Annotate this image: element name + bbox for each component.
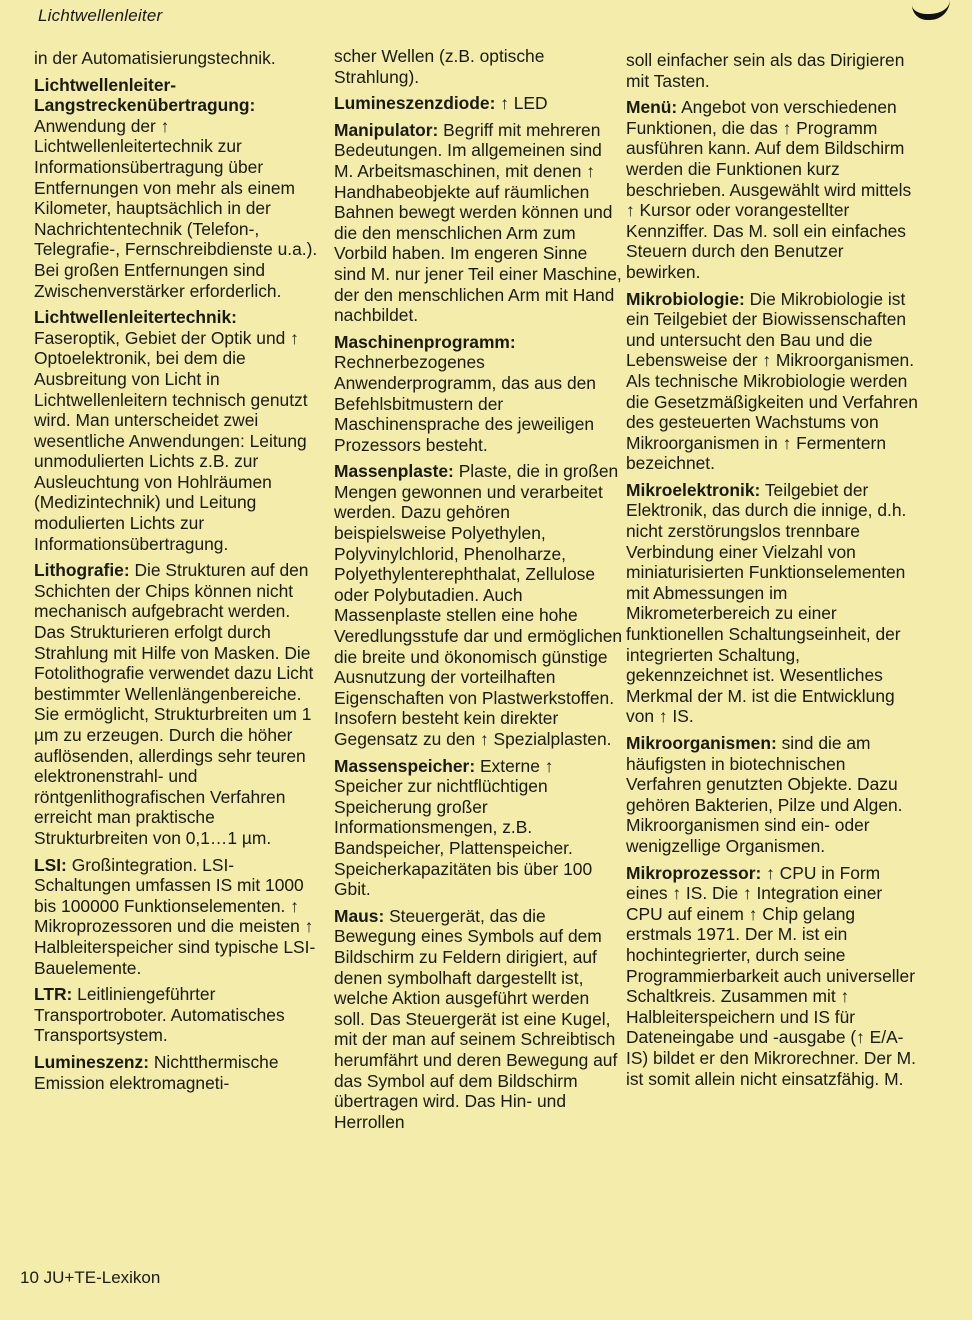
- lexicon-entry: [34, 984, 322, 1046]
- entry-text: Die Strukturen auf den Schichten der Chips können nicht mechanisch aufgebracht werden. Das Strukturieren erfolgt durch Strahlung mit Hilfe von Masken. Die Fotolithografie verwendet dazu Licht bestimmter Wellenlängenbereiche. Sie ermöglicht, Strukturbreiten um 1 µm zu erzeugen. Durch die höher auflösenden, allerdings sehr teuren elektronenstrahl- und röntgenlithografischen Verfahren erreicht man praktische Strukturbreiten von 0,1…1 µm.: [34, 560, 314, 848]
- lexicon-entry: [626, 289, 918, 474]
- entry-text: scher Wellen (z.B. optische Strahlung).: [334, 46, 545, 87]
- column-3: [626, 50, 918, 1095]
- entry-headword: Lumineszenzdiode:: [334, 93, 496, 114]
- entry-text: Steuergerät, das die Bewegung eines Symbols auf dem Bildschirm zu Feldern dirigiert, auf denen symbolhaft dargestellt ist, welche Aktion ausgeführt werden soll. Das Steuergerät ist eine Kugel, mit der man auf seinem Schreibtisch herumfährt und deren Bewegung auf das Symbol auf dem Bildschirm übertragen wird. Das Hin- und Herrollen: [334, 905, 618, 1132]
- lexicon-entry: [34, 855, 322, 979]
- lexicon-entry: [34, 48, 322, 69]
- entry-text: Angebot von verschiedenen Funktionen, die das ↑ Programm ausführen kann. Auf dem Bildschirm werden die Funktionen kurz beschrieben. Ausgewählt wird mittels ↑ Kursor oder vorangestellter Kennziffer. Das M. soll ein einfaches Steuern durch den Benutzer bewirken.: [626, 97, 912, 282]
- lexicon-entry: [626, 480, 918, 727]
- entry-headword: Manipulator:: [334, 119, 439, 140]
- entry-text: Rechnerbezogenes Anwenderprogramm, das aus den Befehlsbitmustern der Maschinensprache des jeweiligen Prozessors besteht.: [334, 352, 596, 455]
- lexicon-entry: [334, 120, 624, 326]
- entry-text: Faseroptik, Gebiet der Optik und ↑ Optoelektronik, bei dem die Ausbreitung von Licht in Lichtwellenleitern technisch genutzt wird. Man unterscheidet zwei wesentliche Anwendungen: Leitung unmodulierten Lichts z.B. zur Ausleuchtung von Hohlräumen (Medizintechnik) und Leitung modulierten Lichts zur Informationsübertragung.: [34, 327, 308, 554]
- entry-headword: Massenspeicher:: [334, 755, 476, 776]
- lexicon-entry: [334, 461, 624, 749]
- lexicon-entry: [626, 863, 918, 1090]
- lexicon-entry: [34, 560, 322, 848]
- publication-name: JU+TE-Lexikon: [43, 1268, 161, 1287]
- entry-headword: Lichtwellenleitertechnik:: [34, 307, 237, 328]
- entry-headword: Massenplaste:: [334, 461, 454, 482]
- lexicon-entry: [334, 93, 624, 114]
- entry-headword: Lumineszenz:: [34, 1051, 149, 1072]
- entry-headword: Maschinenprogramm:: [334, 331, 516, 352]
- lexicon-entry: [334, 46, 624, 87]
- entry-text: Plaste, die in großen Mengen gewonnen und verarbeitet werden. Dazu gehören beispielsweise Polyethylen, Polyvinylchlorid, Phenolharze, Polyethylenterephthalat, Zellulose oder Polybutadien. Auch Massenplaste stellen eine hohe Veredlungsstufe dar und ermöglichen die breite und ökonomisch günstige Ausnutzung der vorteilhaften Eigenschaften von Plastwerkstoffen. Insofern besteht kein direkter Gegensatz zu den ↑ Spezialplasten.: [334, 461, 623, 749]
- entry-headword: Mikroorganismen:: [626, 733, 777, 753]
- entry-headword: LSI:: [34, 854, 67, 875]
- lexicon-entry: [34, 1052, 322, 1093]
- entry-headword: Menü:: [626, 97, 678, 118]
- entry-text: sind die am häufigsten in biotechnischen Verfahren genutzten Objekte. Dazu gehören Bakterien, Pilze und Algen. Mikroorganismen sind ein- oder wenigzellige Organismen.: [626, 733, 903, 856]
- column-1: [34, 48, 322, 1099]
- entry-text: ↑ CPU in Form eines ↑ IS. Die ↑ Integration einer CPU auf einem ↑ Chip gelang erstmals 1971. Der M. ist ein hochintegrierter, durch seine Programmierbarkeit auch universeller Schaltkreis. Zusammen mit ↑ Halbleiterspeichern und IS für Dateneingabe und -ausgabe (↑ E/A-IS) bildet er den Mikrorechner. Der M. ist somit allein nicht einsatzfähig. M.: [626, 862, 916, 1089]
- lexicon-entry: [334, 332, 624, 456]
- lexicon-entry: [34, 307, 322, 554]
- entry-text: Leitliniengeführter Transportroboter. Automatisches Transportsystem.: [34, 984, 285, 1046]
- page-footer: [20, 1268, 160, 1288]
- corner-mark: [912, 0, 950, 20]
- lexicon-entry: [626, 50, 918, 91]
- lexicon-entry: [626, 733, 918, 857]
- entry-headword: Mikroelektronik:: [626, 479, 761, 500]
- running-head: Lichtwellenleiter: [38, 6, 163, 25]
- entry-headword: Lichtwellenleiter-Langstreckenübertragung:: [34, 74, 256, 116]
- entry-headword: Mikrobiologie:: [626, 288, 745, 309]
- entry-text: Großintegration. LSI-Schaltungen umfassen IS mit 1000 bis 100000 Funktionselementen. ↑ Mikroprozessoren und die meisten ↑ Halbleiterspeicher sind typische LSI-Bauelemente.: [34, 854, 316, 978]
- entry-headword: LTR:: [34, 984, 73, 1005]
- entry-text: Anwendung der ↑ Lichtwellenleitertechnik zur Informationsübertragung über Entfernungen von mehr als einem Kilometer, hauptsächlich in der Nachrichtentechnik (Telefon-, Telegrafie-, Fernschreibdienste u.a.). Bei großen Entfernungen sind Zwischenverstärker erforderlich.: [34, 115, 318, 301]
- lexicon-entry: [334, 906, 624, 1133]
- entry-text: Die Mikrobiologie ist ein Teilgebiet der Biowissenschaften und untersucht den Bau und die Lebensweise der ↑ Mikroorganismen. Als technische Mikrobiologie werden die Gesetzmäßigkeiten und Verfahren des gesteuerten Wachstums von Mikroorganismen in ↑ Fermentern bezeichnet.: [626, 288, 918, 474]
- lexicon-entry: [34, 75, 322, 302]
- lexicon-entry: [334, 756, 624, 900]
- entry-headword: Maus:: [334, 905, 385, 926]
- page-number: 10: [20, 1268, 39, 1287]
- entry-headword: Lithografie:: [34, 560, 130, 581]
- entry-text: ↑ LED: [495, 93, 548, 114]
- entry-text: Begriff mit mehreren Bedeutungen. Im allgemeinen sind M. Arbeitsmaschinen, mit denen ↑ Handhabeobjekte auf räumlichen Bahnen bewegt werden können und die den menschlichen Arm zum Vorbild haben. Im engeren Sinne sind M. nur jener Teil einer Maschine, der den menschlichen Arm mit Hand nachbildet.: [334, 119, 622, 326]
- entry-text: Externe ↑ Speicher zur nichtflüchtigen Speicherung großer Informationsmengen, z.B. Bandspeicher, Plattenspeicher. Speicherkapazitäten bis über 100 Gbit.: [334, 755, 593, 900]
- entry-text: Teilgebiet der Elektronik, das durch die innige, d.h. nicht zerstörungslos trennbare Verbindung einer Vielzahl von miniaturisierten Funktionselementen mit Abmessungen im Mikrometerbereich zu einer funktionellen Schaltungseinheit, der integrierten Schaltung, gekennzeichnet ist. Wesentliches Merkmal der M. ist die Entwicklung von ↑ IS.: [626, 479, 907, 727]
- entry-headword: Mikroprozessor:: [626, 862, 762, 883]
- column-2: [334, 46, 624, 1138]
- entry-text: in der Automatisierungstechnik.: [34, 48, 276, 68]
- entry-text: soll einfacher sein als das Dirigieren mit Tasten.: [626, 50, 905, 91]
- entry-text: Nichtthermische Emission elektromagneti-: [34, 1051, 279, 1093]
- lexicon-entry: [626, 97, 918, 282]
